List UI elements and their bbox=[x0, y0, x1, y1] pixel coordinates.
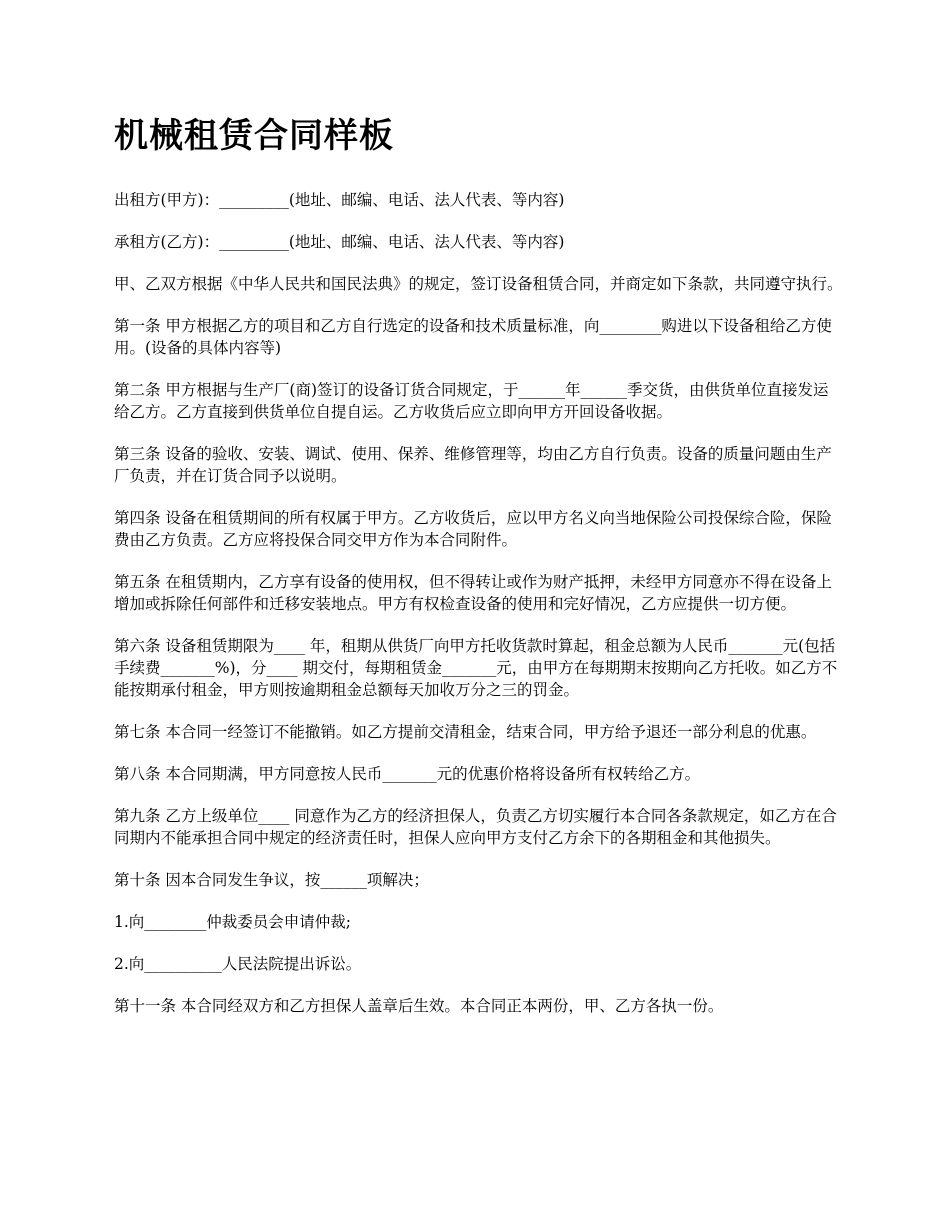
article-1: 第一条 甲方根据乙方的项目和乙方自行选定的设备和技术质量标准，向________购进以下设备租给乙方使用。(设备的具体内容等) bbox=[114, 317, 832, 357]
article-3: 第三条 设备的验收、安装、调试、使用、保养、维修管理等，均由乙方自行负责。设备的质量问题由生产厂负责，并在订货合同予以说明。 bbox=[114, 445, 832, 485]
preamble-paragraph: 甲、乙双方根据《中华人民共和国民法典》的规定，签订设备租赁合同，并商定如下条款，共同遵守执行。 bbox=[114, 275, 843, 293]
article-8: 第八条 本合同期满，甲方同意按人民币_______元的优惠价格将设备所有权转给乙方。 bbox=[114, 765, 701, 783]
article-2: 第二条 甲方根据与生产厂(商)签订的设备订货合同规定，于______年______季交货，由供货单位直接发运给乙方。乙方直接到供货单位自提自运。乙方收货后应立即向甲方开回设备收据。 bbox=[114, 381, 829, 421]
article-9: 第九条 乙方上级单位____ 同意作为乙方的经济担保人，负责乙方切实履行本合同各条款规定，如乙方在合同期内不能承担合同中规定的经济责任时，担保人应向甲方支付乙方余下的各期租金和其他损失。 bbox=[114, 807, 837, 847]
article-10: 第十条 因本合同发生争议，按______项解决； bbox=[114, 871, 429, 889]
article-11: 第十一条 本合同经双方和乙方担保人盖章后生效。本合同正本两份，甲、乙方各执一份。 bbox=[114, 997, 724, 1015]
party-b-line: 承租方(乙方)：_________(地址、邮编、电话、法人代表、等内容) bbox=[114, 233, 565, 251]
article-5: 第五条 在租赁期内，乙方享有设备的使用权，但不得转让或作为财产抵押，未经甲方同意亦不得在设备上增加或拆除任何部件和迁移安装地点。甲方有权检查设备的使用和完好情况，乙方应提供一切方便。 bbox=[114, 573, 832, 613]
document-title: 机械租赁合同样板 bbox=[114, 116, 394, 156]
party-a-line: 出租方(甲方)：_________(地址、邮编、电话、法人代表、等内容) bbox=[114, 191, 565, 209]
article-4: 第四条 设备在租赁期间的所有权属于甲方。乙方收货后，应以甲方名义向当地保险公司投保综合险，保险费由乙方负责。乙方应将投保合同交甲方作为本合同附件。 bbox=[114, 509, 832, 549]
dispute-option-1: 1.向________仲裁委员会申请仲裁; bbox=[114, 913, 352, 931]
article-6: 第六条 设备租赁期限为____ 年，租期从供货厂向甲方托收货款时算起，租金总额为人民币_______元(包括手续费_______%)，分____ 期交付，每期租赁金_______元，由甲方在每期期末按期向乙方托收。如乙方不能按期承付租金，甲方则按逾期租金总额每天加收万分之三的罚金。 bbox=[114, 637, 838, 699]
contract-page bbox=[114, 112, 844, 1037]
article-7: 第七条 本合同一经签订不能撤销。如乙方提前交清租金，结束合同，甲方给予退还一部分利息的优惠。 bbox=[114, 723, 817, 741]
dispute-option-2: 2.向__________人民法院提出诉讼。 bbox=[114, 955, 362, 973]
